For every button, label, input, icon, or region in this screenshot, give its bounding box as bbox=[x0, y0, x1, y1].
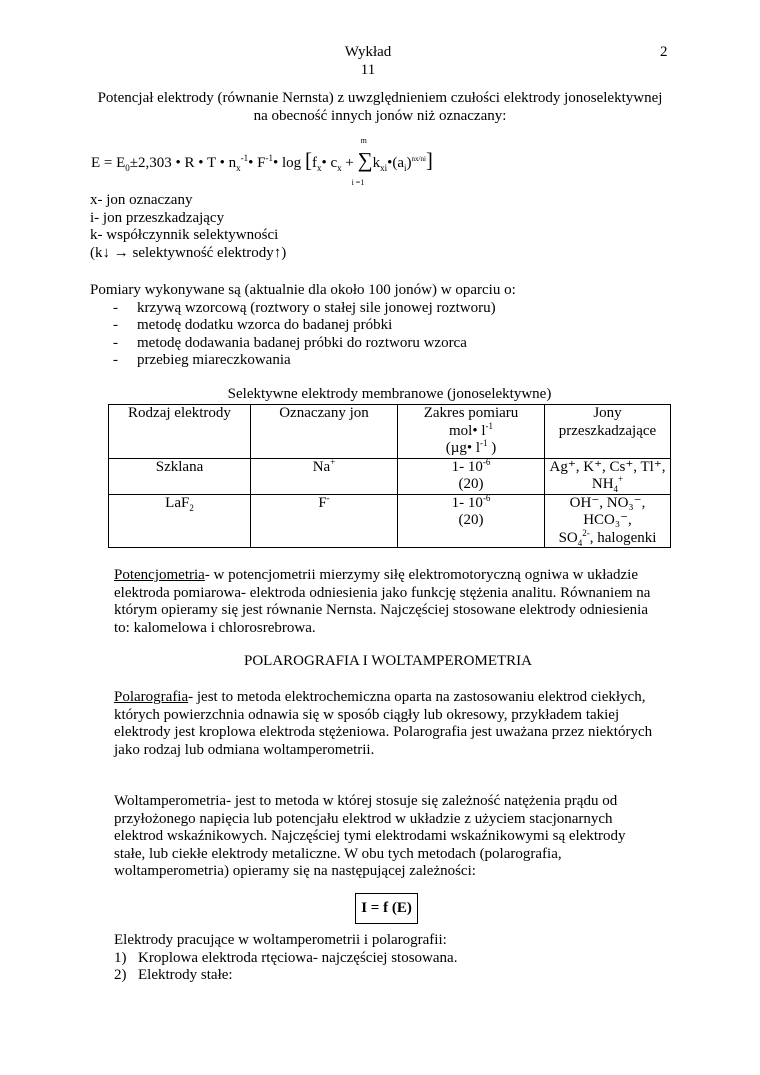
dash: - bbox=[113, 334, 118, 351]
t: - bbox=[326, 492, 330, 503]
t: (20) bbox=[458, 512, 484, 528]
list-item bbox=[90, 335, 690, 353]
item-text: Elektrody stałe: bbox=[138, 967, 233, 984]
item-text: metodę dodatku wzorca do badanej próbki bbox=[137, 317, 393, 334]
potencjometria-paragraph bbox=[114, 567, 714, 637]
f: f bbox=[311, 155, 317, 171]
term: Potencjometria bbox=[114, 567, 205, 583]
legend-item: i- jon przeszkadzający bbox=[90, 209, 225, 226]
t: mol• l bbox=[448, 422, 486, 439]
header-cell bbox=[398, 405, 545, 459]
item-text: metodę dodawania badanej próbki do roztworu wzorca bbox=[137, 334, 467, 351]
woltamperometria-paragraph bbox=[114, 793, 714, 881]
legend-item: x- jon oznaczany bbox=[90, 192, 193, 208]
f: ±2,303 • R • T • n bbox=[129, 155, 237, 171]
section-heading: POLAROGRAFIA I WOLTAMPEROMETRIA bbox=[244, 653, 532, 669]
bracket: ] bbox=[425, 148, 433, 172]
sigma-top: m bbox=[360, 136, 367, 145]
intro-line: na obecność innych jonów niż oznaczany: bbox=[253, 107, 507, 124]
f: • F bbox=[248, 155, 266, 171]
t: 2 bbox=[189, 502, 194, 513]
list-item bbox=[114, 967, 714, 985]
equation-box: I = f (E) bbox=[355, 893, 418, 924]
legend-item: k- współczynnik selektywności bbox=[90, 227, 279, 244]
table-row bbox=[109, 458, 671, 494]
measurements bbox=[90, 282, 690, 370]
f: -1 bbox=[265, 153, 274, 163]
legend bbox=[90, 192, 286, 262]
legend-item: (k↓ → selektywność elektrody↑) bbox=[90, 244, 287, 261]
electrodes-intro: Elektrody pracujące w woltamperometrii i polarografii: bbox=[114, 932, 447, 948]
t: 1- 10 bbox=[451, 458, 483, 475]
t: LaF bbox=[165, 494, 190, 511]
line: Woltamperometria- jest to metoda w której stosuje się zależność natężenia prądu od bbox=[114, 793, 618, 809]
f: x bbox=[316, 163, 322, 173]
list-item bbox=[114, 950, 714, 968]
t: -1 bbox=[485, 420, 493, 431]
table-row bbox=[109, 494, 671, 548]
line: elektrody jest kroplowa elektroda stężeniowa. Polarografia jest uważana przez niektórych bbox=[114, 724, 653, 741]
t: , halogenki bbox=[589, 529, 657, 546]
t: -6 bbox=[482, 492, 491, 503]
f: ) bbox=[406, 155, 412, 171]
t: -6 bbox=[482, 456, 491, 467]
f: nx/ni bbox=[411, 155, 426, 163]
t: + bbox=[330, 456, 336, 467]
table-caption: Selektywne elektrody membranowe (jonoselektywne) bbox=[227, 386, 552, 402]
bracket: [ bbox=[304, 148, 312, 172]
cell bbox=[398, 494, 545, 548]
sigma: ∑ bbox=[357, 148, 373, 172]
t: OH⁻, NO₃⁻, HCO₃⁻, bbox=[569, 494, 646, 528]
list-item bbox=[90, 352, 690, 370]
t: (µg• l bbox=[445, 440, 481, 456]
line: elektrod wskaźnikowych. Najczęściej tymi elektrodami wskaźnikowymi są elektrody bbox=[114, 828, 626, 845]
header-cell: Jony przeszkadzające bbox=[545, 405, 671, 459]
f: • c bbox=[321, 155, 338, 171]
f: -1 bbox=[240, 153, 249, 163]
header-title bbox=[300, 44, 436, 79]
line: stałe, lub ciekłe elektrody metaliczne. W obu tych metodach (polarografia, bbox=[114, 845, 562, 862]
header-cell: Oznaczany jon bbox=[251, 405, 398, 459]
cell bbox=[545, 494, 671, 548]
intro-line: Potencjał elektrody (równanie Nernsta) z uwzględnieniem czułości elektrody jonoselektywnej bbox=[97, 90, 663, 106]
cell bbox=[251, 494, 398, 548]
list-item bbox=[90, 300, 690, 318]
item-text: przebieg miareczkowania bbox=[137, 352, 291, 369]
t: Na bbox=[312, 458, 331, 475]
t: 1- 10 bbox=[451, 494, 483, 511]
item-text: krzywą wzorcową (roztwory o stałej sile jonowej roztworu) bbox=[137, 299, 496, 316]
line: przyłożonego napięcia lub potencjału elektrod w układzie z użyciem stacjonarnych bbox=[114, 810, 613, 827]
t: Ag⁺, K⁺, Cs⁺, Tl⁺, bbox=[549, 458, 666, 475]
t: NH bbox=[591, 476, 614, 492]
dash: - bbox=[113, 299, 118, 316]
f: E = E bbox=[91, 155, 126, 171]
cell bbox=[109, 494, 251, 548]
cell bbox=[251, 458, 398, 494]
line: woltamperometria) opieramy się na następującej zależności: bbox=[114, 863, 476, 880]
line: elektroda pomiarowa- elektroda odniesienia jako funkcję stężenia analitu. Równaniem na bbox=[114, 584, 651, 601]
line: - jest to metoda elektrochemiczna oparta na zastosowaniu elektrod ciekłych, bbox=[188, 689, 646, 705]
intro bbox=[80, 90, 680, 125]
f: k bbox=[372, 155, 381, 171]
title-line2: 11 bbox=[360, 61, 376, 78]
line: których powierzchnia odnawia się w sposób ciągły lub okresowy, przykładem takiej bbox=[114, 706, 620, 723]
line: - w potencjometrii mierzymy siłę elektromotoryczną ogniwa w układzie bbox=[204, 567, 639, 583]
measurements-intro: Pomiary wykonywane są (aktualnie dla około 100 jonów) w oparciu o: bbox=[90, 282, 516, 298]
nernst-formula bbox=[91, 136, 433, 187]
polarografia-paragraph bbox=[114, 689, 714, 759]
line: którym opieramy się jest równanie Nernsta. Najczęściej stosowane elektrody odniesienia bbox=[114, 602, 648, 619]
dash: - bbox=[113, 352, 118, 369]
t: 4 bbox=[577, 537, 583, 548]
t: ) bbox=[487, 440, 497, 456]
t: 4 bbox=[613, 484, 619, 494]
electrodes-list bbox=[114, 932, 714, 985]
t: (20) bbox=[458, 476, 484, 492]
list-item bbox=[90, 317, 690, 335]
t: + bbox=[618, 474, 624, 484]
cell: Szklana bbox=[109, 458, 251, 494]
f: xi bbox=[380, 163, 388, 173]
f: 0 bbox=[125, 163, 130, 173]
t: Zakres pomiaru bbox=[423, 405, 519, 421]
sigma-bottom: i =1 bbox=[351, 178, 365, 187]
page-number: 2 bbox=[660, 44, 668, 60]
t: F bbox=[318, 494, 327, 511]
t: SO bbox=[558, 529, 578, 546]
t: 2- bbox=[582, 527, 590, 538]
f: x bbox=[236, 163, 241, 173]
cell bbox=[545, 458, 671, 494]
line: to: kalomelowa i chlorosrebrowa. bbox=[114, 619, 316, 636]
t: -1 bbox=[480, 438, 488, 448]
item-text: Kroplowa elektroda rtęciowa- najczęściej stosowana. bbox=[138, 949, 458, 966]
term: Polarografia bbox=[114, 689, 189, 705]
cell bbox=[398, 458, 545, 494]
f: x bbox=[337, 163, 342, 173]
f: •(a bbox=[387, 155, 404, 171]
f: + bbox=[341, 155, 358, 171]
title-line1: Wykład bbox=[344, 44, 392, 60]
table-header-row bbox=[109, 405, 671, 459]
num: 2) bbox=[114, 967, 127, 984]
electrodes-table bbox=[108, 404, 671, 548]
dash: - bbox=[113, 317, 118, 334]
line: jako rodzaj lub odmiana woltamperometrii. bbox=[114, 741, 375, 758]
f: i bbox=[403, 163, 407, 173]
f: • log bbox=[273, 155, 305, 171]
num: 1) bbox=[114, 949, 127, 966]
header-cell: Rodzaj elektrody bbox=[109, 405, 251, 459]
